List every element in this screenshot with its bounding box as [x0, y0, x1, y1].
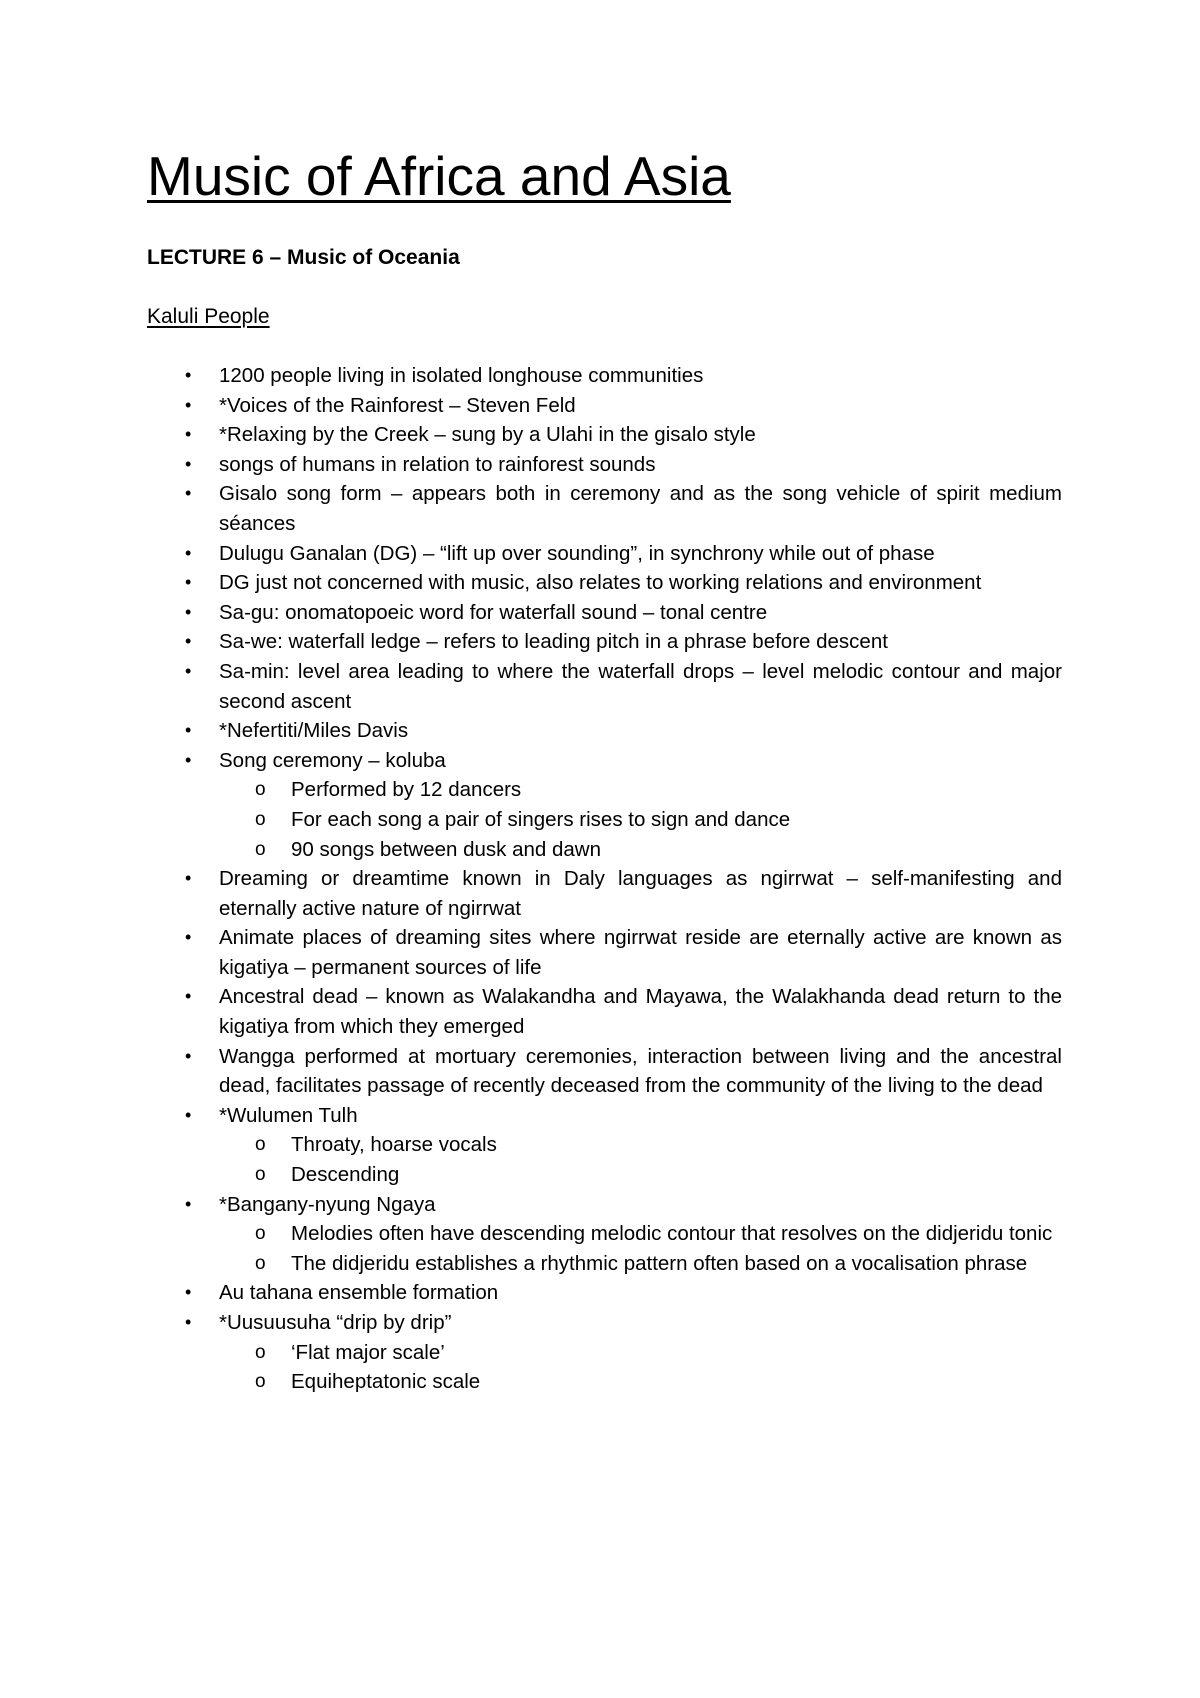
list-item: [147, 923, 1062, 982]
list-item-text: *Relaxing by the Creek – sung by a Ulahi in the gisalo style: [219, 423, 756, 447]
list-item-text: Ancestral dead – known as Walakandha and Mayawa, the Walakhanda dead return to the kigatiya from which they emerged: [219, 985, 1062, 1039]
sub-bullet-marker: o: [255, 1223, 266, 1245]
sub-bullet-marker: o: [255, 1164, 266, 1186]
sub-list: [219, 1219, 1062, 1278]
sub-list-item-text: Performed by 12 dancers: [291, 778, 522, 802]
list-item: [147, 450, 1062, 480]
sub-bullet-marker: o: [255, 1371, 266, 1393]
list-item-text: Dreaming or dreamtime known in Daly languages as ngirrwat – self-manifesting and eternally active nature of ngirrwat: [219, 867, 1062, 920]
sub-list-item: [219, 1249, 1062, 1279]
list-item-text: Song ceremony – koluba: [219, 748, 446, 772]
sub-list: [219, 1130, 1062, 1189]
bullet-list: [147, 361, 1062, 1397]
list-item-text: *Wulumen Tulh: [219, 1103, 358, 1127]
sub-list-item-text: For each song a pair of singers rises to sign and dance: [291, 807, 791, 831]
bullet-marker: •: [185, 1104, 192, 1125]
bullet-marker: •: [185, 394, 192, 415]
list-item-text: DG just not concerned with music, also relates to working relations and environment: [219, 571, 982, 595]
bullet-marker: •: [185, 453, 192, 474]
sub-list-item-text: Melodies often have descending melodic contour that resolves on the didjeridu tonic: [291, 1222, 1053, 1246]
list-item-text: *Nefertiti/Miles Davis: [219, 719, 409, 743]
list-item-text: Gisalo song form – appears both in ceremony and as the song vehicle of spirit medium séances: [219, 482, 1062, 535]
sub-bullet-marker: o: [255, 1341, 266, 1363]
list-item-text: *Uusuusuha “drip by drip”: [219, 1311, 452, 1334]
list-item: [147, 1042, 1062, 1101]
bullet-marker: •: [185, 1282, 192, 1303]
bullet-marker: •: [185, 1045, 192, 1066]
section-heading: Kaluli People: [147, 305, 270, 328]
bullet-marker: •: [185, 986, 192, 1007]
sub-list-item: [219, 1219, 1062, 1249]
list-item: [147, 1101, 1062, 1190]
list-item: [147, 1190, 1062, 1279]
lecture-heading: LECTURE 6 – Music of Oceania: [147, 246, 460, 269]
list-item: [147, 716, 1062, 746]
bullet-marker: •: [185, 1193, 192, 1214]
sub-bullet-marker: o: [255, 1252, 266, 1274]
list-item: [147, 420, 1062, 450]
bullet-marker: •: [185, 720, 192, 741]
sub-list-item-text: The didjeridu establishes a rhythmic pattern often based on a vocalisation phrase: [291, 1251, 1028, 1275]
list-item-text: Animate places of dreaming sites where ngirrwat reside are eternally active are known as kigatiya – permanent sources of life: [219, 926, 1062, 979]
sub-bullet-marker: o: [255, 1134, 266, 1156]
list-item-text: Dulugu Ganalan (DG) – “lift up over sounding”, in synchrony while out of phase: [219, 541, 935, 565]
sub-list-item: [219, 1130, 1062, 1160]
list-item-text: Wangga performed at mortuary ceremonies, interaction between living and the ancestral dead, facilitates passage of recently deceased from the community of the living to the dead: [219, 1044, 1062, 1098]
sub-list: [219, 1338, 1062, 1397]
document-title: Music of Africa and Asia: [147, 145, 731, 207]
sub-list-item-text: Equiheptatonic scale: [291, 1370, 481, 1394]
sub-list-item: [219, 1160, 1062, 1190]
list-item: [147, 568, 1062, 598]
list-item: [147, 479, 1062, 538]
list-item-text: Sa-gu: onomatopoeic word for waterfall sound – tonal centre: [219, 600, 768, 624]
bullet-marker: •: [185, 483, 192, 504]
list-item-text: Au tahana ensemble formation: [219, 1281, 499, 1305]
list-item: [147, 864, 1062, 923]
list-item-text: *Bangany-nyung Ngaya: [219, 1192, 436, 1216]
sub-list-item: [219, 835, 1062, 865]
sub-list-item: [219, 1338, 1062, 1368]
list-item-text: songs of humans in relation to rainforest sounds: [219, 452, 656, 476]
sub-bullet-marker: o: [255, 808, 266, 830]
list-item: [147, 746, 1062, 864]
sub-bullet-marker: o: [255, 838, 266, 860]
bullet-marker: •: [185, 927, 192, 948]
bullet-marker: •: [185, 572, 192, 593]
sub-list-item-text: Throaty, hoarse vocals: [291, 1133, 497, 1157]
bullet-marker: •: [185, 542, 192, 563]
list-item: [147, 391, 1062, 421]
sub-bullet-marker: o: [255, 779, 266, 801]
list-item-text: *Voices of the Rainforest – Steven Feld: [219, 393, 576, 417]
list-item: [147, 361, 1062, 391]
list-item-text: 1200 people living in isolated longhouse communities: [219, 364, 704, 387]
list-item-text: Sa-min: level area leading to where the waterfall drops – level melodic contour and major second ascent: [219, 659, 1062, 713]
bullet-marker: •: [185, 868, 192, 889]
bullet-marker: •: [185, 749, 192, 770]
sub-list-item-text: ‘Flat major scale’: [291, 1340, 445, 1364]
sub-list-item-text: 90 songs between dusk and dawn: [291, 837, 602, 861]
bullet-marker: •: [185, 601, 192, 622]
bullet-marker: •: [185, 1312, 192, 1332]
bullet-marker: •: [185, 424, 192, 445]
sub-list-item: [219, 775, 1062, 805]
bullet-marker: •: [185, 660, 192, 681]
sub-list-item: [219, 805, 1062, 835]
bullet-marker: •: [185, 365, 192, 385]
list-item: [147, 598, 1062, 628]
list-item: [147, 982, 1062, 1041]
list-item: [147, 1278, 1062, 1308]
list-item: [147, 627, 1062, 657]
list-item: [147, 657, 1062, 716]
sub-list-item-text: Descending: [291, 1163, 400, 1187]
list-item: [147, 1308, 1062, 1397]
sub-list-item: [219, 1367, 1062, 1397]
list-item-text: Sa-we: waterfall ledge – refers to leading pitch in a phrase before descent: [219, 630, 888, 654]
sub-list: [219, 775, 1062, 864]
list-item: [147, 539, 1062, 569]
bullet-marker: •: [185, 631, 192, 652]
